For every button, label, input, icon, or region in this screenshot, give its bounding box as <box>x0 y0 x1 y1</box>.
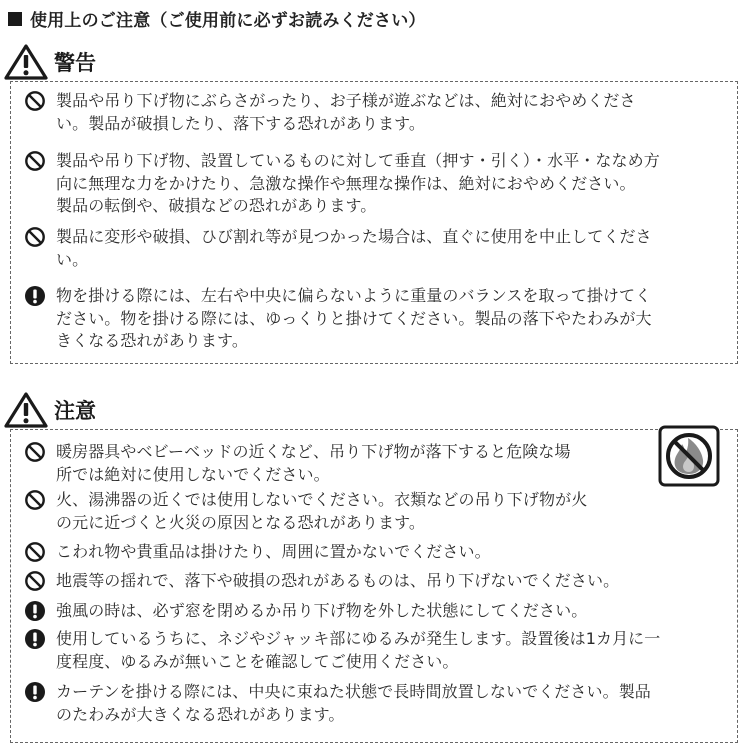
warning-item-2: 製品や吊り下げ物、設置しているものに対して垂直（押す・引く）・水平・ななめ方 向に無理な力をかけたり、急激な操作や無理な操作は、絶対におやめください。 製品の転倒や、破損などの恐れがあります。 <box>24 150 660 218</box>
page-title-text: 使用上のご注意（ご使用前に必ずお読みください） <box>30 11 426 31</box>
warning-heading <box>4 44 96 80</box>
square-bullet-icon <box>8 12 22 26</box>
caution-item-5: 強風の時は、必ず窓を閉めるか吊り下げ物を外した状態にしてください。 <box>24 600 587 623</box>
prohibition-icon <box>24 441 46 463</box>
prohibition-icon <box>24 570 46 592</box>
prohibition-icon <box>24 90 46 112</box>
warning-item-4: 物を掛ける際には、左右や中央に偏らないように重量のバランスを取って掛けてく ださい。物を掛ける際には、ゆっくりと掛けてください。製品の落下やたわみが大 きくなる恐れがあります。 <box>24 285 652 353</box>
exclamation-icon <box>24 681 46 703</box>
caution-item-7: カーテンを掛ける際には、中央に束ねた状態で長時間放置しないでください。製品 のたわみが大きくなる恐れがあります。 <box>24 681 651 726</box>
caution-heading-text: 注意 <box>54 399 96 423</box>
warning-triangle-icon <box>4 44 48 80</box>
exclamation-icon <box>24 628 46 650</box>
caution-item-1: 暖房器具やベビーベッドの近くなど、吊り下げ物が落下すると危険な場 所では絶対に使用しないでください。 <box>24 441 571 486</box>
warning-item-1: 製品や吊り下げ物にぶらさがったり、お子様が遊ぶなどは、絶対におやめくださ い。製品が破損したり、落下する恐れがあります。 <box>24 90 636 135</box>
prohibition-icon <box>24 150 46 172</box>
caution-item-2: 火、湯沸器の近くでは使用しないでください。衣類などの吊り下げ物が火 の元に近づくと火災の原因となる恐れがあります。 <box>24 489 587 534</box>
no-fire-sign-icon <box>658 425 720 487</box>
caution-item-3: こわれ物や貴重品は掛けたり、周囲に置かないでください。 <box>24 541 491 564</box>
prohibition-icon <box>24 489 46 511</box>
warning-item-3: 製品に変形や破損、ひび割れ等が見つかった場合は、直ぐに使用を中止してくださ い。 <box>24 226 652 271</box>
prohibition-icon <box>24 541 46 563</box>
caution-item-6: 使用しているうちに、ネジやジャッキ部にゆるみが発生します。設置後は1カ月に一 度程度、ゆるみが無いことを確認してご使用ください。 <box>24 628 660 673</box>
warning-triangle-icon <box>4 392 48 428</box>
caution-item-4: 地震等の揺れで、落下や破損の恐れがあるものは、吊り下げないでください。 <box>24 570 619 593</box>
exclamation-icon <box>24 285 46 307</box>
caution-heading <box>4 392 96 428</box>
page-title <box>8 6 426 31</box>
exclamation-icon <box>24 600 46 622</box>
prohibition-icon <box>24 226 46 248</box>
warning-heading-text: 警告 <box>54 51 96 75</box>
